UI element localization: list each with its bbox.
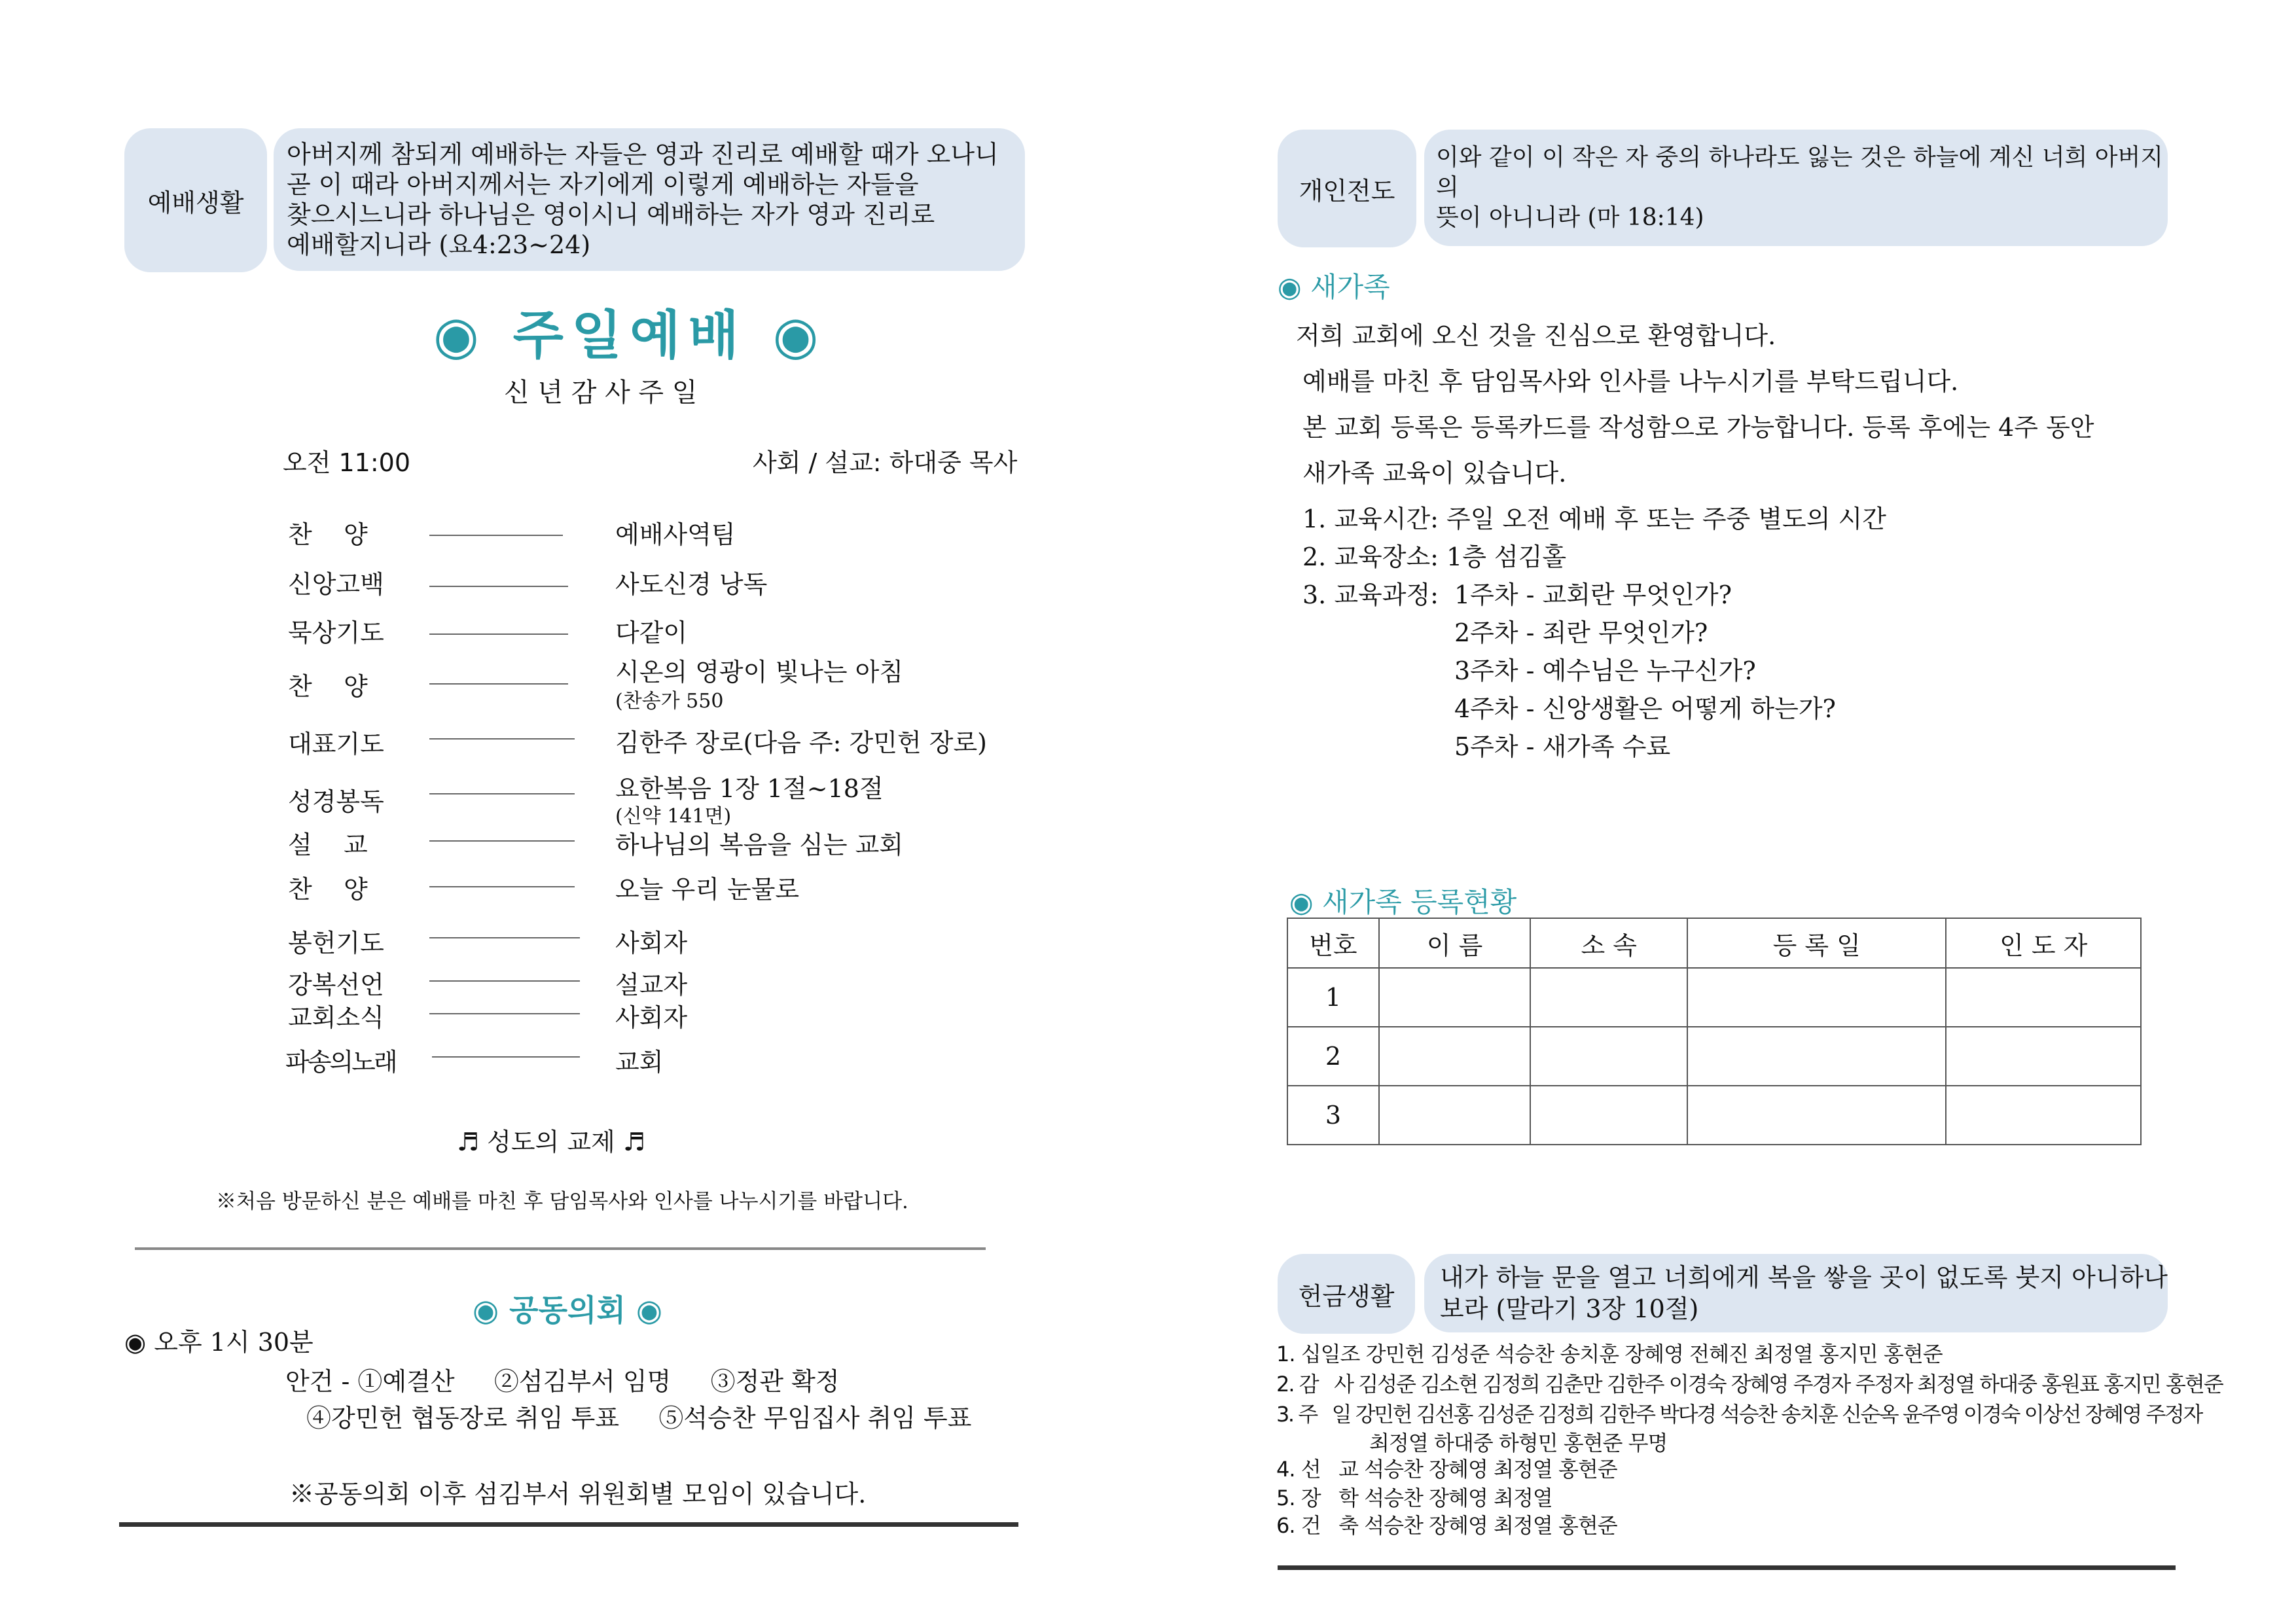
table-cell (1530, 1086, 1687, 1145)
education-course: 5주차 - 새가족 수료 (1454, 732, 1671, 761)
verse-line: 이와 같이 이 작은 자 중의 하나라도 잃는 것은 하늘에 계신 너희 아버지의 (1436, 144, 2164, 201)
verse-line: 곧 이 때라 아버지께서는 자기에게 이렇게 예배하는 자들을 (287, 170, 919, 199)
order-value: 하나님의 복음을 심는 교회 (615, 830, 904, 859)
order-leader-line (429, 793, 575, 794)
table-cell (1687, 1086, 1946, 1145)
new-family-line: 예배를 마친 후 담임목사와 인사를 나누시기를 부탁드립니다. (1302, 367, 1959, 396)
evangelism-badge (1278, 130, 1416, 247)
offering-list-item: 1. 십일조 강민헌 김성준 석승찬 송치훈 장혜영 전혜진 최정열 홍지민 홍현준 (1276, 1342, 1943, 1366)
order-leader-line (429, 633, 568, 635)
order-value: 사회자 (615, 929, 688, 957)
education-course: 2주차 - 죄란 무엇인가? (1454, 618, 1708, 647)
table-cell (1946, 1086, 2141, 1145)
education-course: 4주차 - 신앙생활은 어떻게 하는가? (1454, 694, 1836, 723)
order-value: 오늘 우리 눈물로 (615, 875, 800, 904)
order-leader-line (429, 937, 580, 938)
assembly-note: ※공동의회 이후 섬김부서 위원회별 모임이 있습니다. (289, 1480, 867, 1508)
offering-list-item: 3. 주 일 강민헌 김선홍 김성준 김정희 김한주 박다경 석승찬 송치훈 신순옥 윤주영 이경숙 이상선 장혜영 주정자 (1276, 1402, 2202, 1427)
order-label: 봉헌기도 (288, 929, 384, 957)
order-value: 다같이 (615, 618, 688, 647)
verse-line: 아버지께 참되게 예배하는 자들은 영과 진리로 예배할 때가 오나니 (287, 140, 999, 169)
order-label: 파송의노래 (285, 1048, 396, 1077)
education-time: 1. 교육시간: 주일 오전 예배 후 또는 주중 별도의 시간 (1302, 505, 1886, 533)
offering-verse (1424, 1254, 2168, 1332)
order-label: 찬 양 (288, 520, 368, 549)
table-cell (1379, 1086, 1531, 1145)
new-family-line: 본 교회 등록은 등록카드를 작성함으로 가능합니다. 등록 후에는 4주 동안 (1302, 413, 2094, 442)
order-value: 김한주 장로(다음 주: 강민헌 장로) (615, 728, 987, 757)
offering-list-item: 2. 감 사 김성준 김소현 김정희 김춘만 김한주 이경숙 장혜영 주경자 주정자 최정열 하대중 홍원표 홍지민 홍현준 (1276, 1372, 2223, 1397)
order-value: 예배사역팀 (615, 520, 736, 549)
table-cell (1530, 968, 1687, 1027)
column-header: 이 름 (1379, 918, 1531, 968)
verse-line: 보라 (말라기 3장 10절) (1440, 1294, 1699, 1323)
order-sub: (신약 141면) (615, 805, 732, 828)
order-label: 신앙고백 (288, 570, 384, 599)
table-row (1287, 1086, 2141, 1145)
assembly-agenda: 안건 - ①예결산 ②섬김부서 임명 ③정관 확정 (285, 1367, 840, 1396)
offering-list-item: 4. 선 교 석승찬 장혜영 최정열 홍현준 (1276, 1457, 1617, 1482)
worship-life-badge (124, 128, 267, 272)
table-cell (1687, 968, 1946, 1027)
service-officiant: 사회 / 설교: 하대중 목사 (753, 448, 1018, 477)
column-header: 등 록 일 (1687, 918, 1946, 968)
offering-badge (1278, 1254, 1415, 1334)
order-value: 시온의 영광이 빛나는 아침 (615, 658, 904, 687)
column-header: 인 도 자 (1946, 918, 2141, 968)
order-label: 대표기도 (288, 730, 384, 758)
column-header: 번호 (1287, 918, 1379, 968)
service-subtitle: 신 년 감 사 주 일 (504, 378, 698, 408)
offering-list-item: 5. 장 학 석승찬 장혜영 최정열 (1276, 1486, 1552, 1510)
table-row (1287, 1027, 2141, 1086)
assembly-time: ◉ 오후 1시 30분 (124, 1328, 314, 1357)
table-cell (1379, 968, 1531, 1027)
worship-life-verse (274, 128, 1025, 271)
order-label: 강복선언 (288, 971, 384, 999)
education-place: 2. 교육장소: 1층 섬김홀 (1302, 543, 1567, 571)
service-title: ◉ 주일예배 ◉ (433, 304, 827, 366)
order-label: 성경봉독 (288, 787, 384, 816)
column-header: 소 속 (1530, 918, 1687, 968)
table-cell: 2 (1287, 1027, 1379, 1086)
order-label: 교회소식 (288, 1003, 384, 1032)
order-leader-line (429, 535, 563, 536)
verse-line: 뜻이 아니니라 (마 18:14) (1436, 204, 1704, 231)
first-visit-notice: ※처음 방문하신 분은 예배를 마친 후 담임목사와 인사를 나누시기를 바랍니다. (216, 1190, 908, 1213)
order-leader-line (429, 738, 575, 740)
order-label: 설 교 (288, 830, 368, 859)
order-leader-line (429, 1013, 580, 1014)
order-leader-line (429, 840, 575, 842)
verse-line: 예배할지니라 (요4:23~24) (287, 230, 591, 259)
order-value: 사회자 (615, 1003, 688, 1032)
new-family-title: ◉ 새가족 (1278, 271, 1390, 303)
evangelism-badge-label: 개인전도 (1299, 176, 1395, 205)
order-label: 찬 양 (288, 875, 368, 904)
assembly-agenda: ④강민헌 협동장로 취임 투표 ⑤석승찬 무임집사 취임 투표 (306, 1404, 972, 1433)
page-bottom-rule (119, 1522, 1018, 1527)
education-course: 3주차 - 예수님은 누구신가? (1454, 656, 1756, 685)
table-cell (1687, 1027, 1946, 1086)
table-cell (1530, 1027, 1687, 1086)
worship-life-badge-label: 예배생활 (147, 188, 244, 217)
order-label: 묵상기도 (288, 618, 384, 647)
table-cell (1379, 1027, 1531, 1086)
evangelism-verse (1424, 130, 2168, 246)
order-label: 찬 양 (288, 672, 368, 701)
table-cell: 3 (1287, 1086, 1379, 1145)
registration-title: ◉ 새가족 등록현황 (1289, 886, 1517, 918)
order-value: 사도신경 낭독 (615, 570, 768, 599)
assembly-title: ◉ 공동의회 ◉ (473, 1293, 663, 1328)
registration-table (1287, 918, 2142, 1145)
order-leader-line (429, 980, 580, 982)
offering-list-item: 6. 건 축 석승찬 장혜영 최정열 홍현준 (1276, 1513, 1617, 1538)
page-bottom-rule (1278, 1565, 2176, 1570)
fellowship-line: ♬ 성도의 교제 ♬ (457, 1128, 645, 1156)
service-time: 오전 11:00 (283, 448, 411, 477)
table-cell: 1 (1287, 968, 1379, 1027)
table-cell (1946, 968, 2141, 1027)
education-course-label: 3. 교육과정: (1302, 580, 1439, 609)
table-cell (1946, 1027, 2141, 1086)
order-value: 요한복음 1장 1절~18절 (615, 774, 884, 803)
verse-line: 찾으시느니라 하나님은 영이시니 예배하는 자가 영과 진리로 (287, 200, 935, 229)
order-leader-line (432, 1056, 580, 1058)
table-header-row (1287, 918, 2141, 968)
order-value: 설교자 (615, 971, 688, 999)
order-leader-line (429, 586, 568, 587)
new-family-line: 저희 교회에 오신 것을 진심으로 환영합니다. (1296, 321, 1776, 350)
offering-list-item: 최정열 하대중 하형민 홍현준 무명 (1369, 1431, 1668, 1455)
order-value: 교회 (615, 1048, 664, 1077)
education-course: 1주차 - 교회란 무엇인가? (1454, 580, 1732, 609)
verse-line: 내가 하늘 문을 열고 너희에게 복을 쌓을 곳이 없도록 붓지 아니하나 (1440, 1263, 2168, 1292)
section-divider (135, 1247, 986, 1250)
order-leader-line (429, 886, 575, 887)
new-family-line: 새가족 교육이 있습니다. (1302, 459, 1567, 488)
order-leader-line (429, 683, 568, 685)
table-row (1287, 968, 2141, 1027)
offering-badge-label: 헌금생활 (1298, 1281, 1395, 1311)
order-sub: (찬송가 550 (615, 690, 724, 713)
